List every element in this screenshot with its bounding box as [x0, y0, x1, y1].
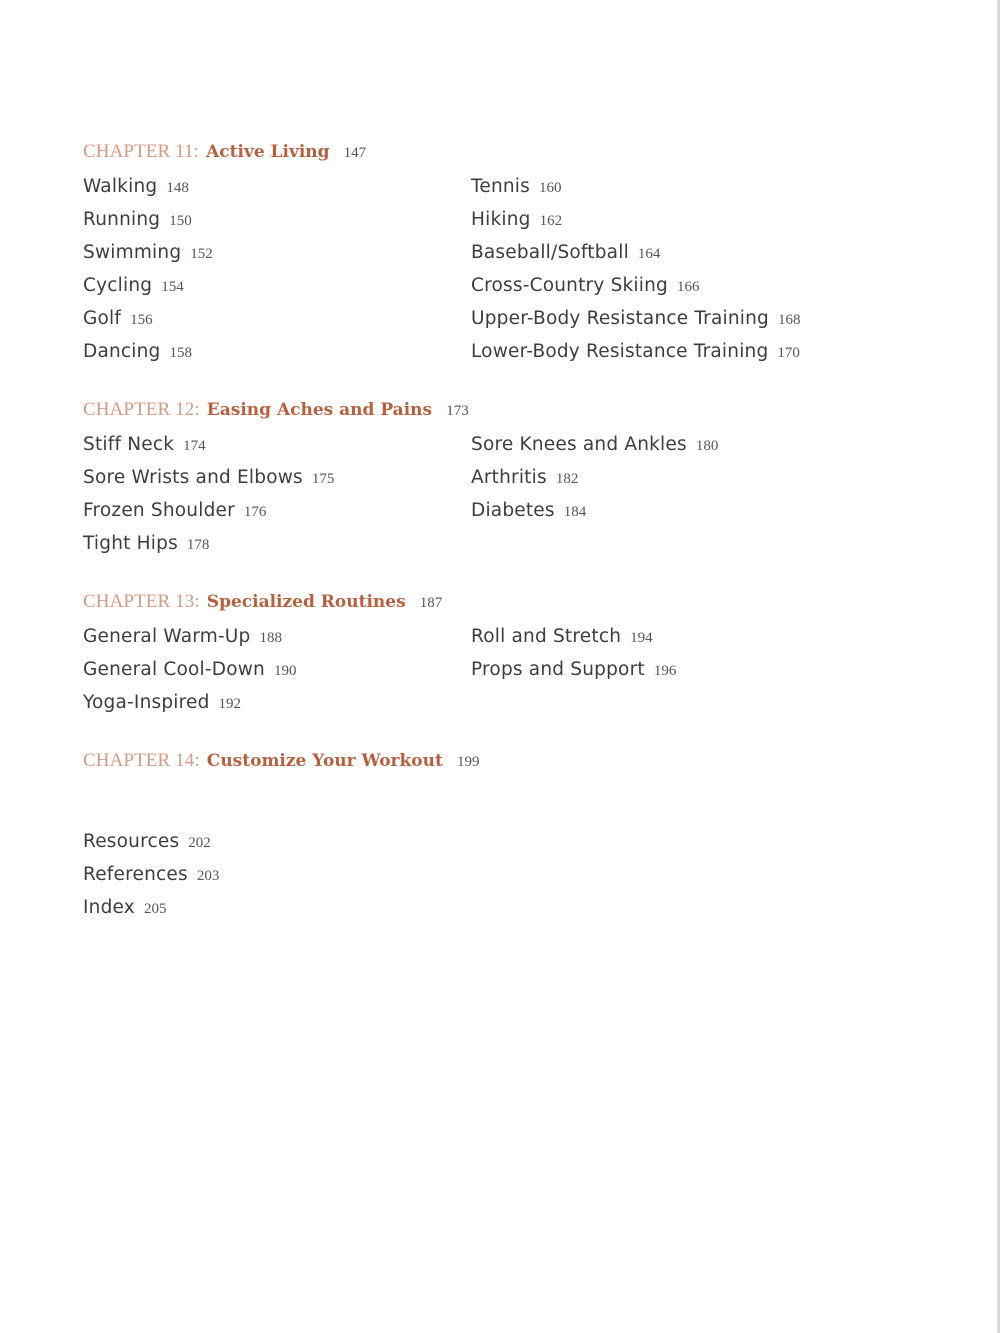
chapter-heading[interactable]: [83, 137, 963, 170]
toc-entry[interactable]: [83, 494, 471, 527]
entry-page-number: 205: [143, 901, 167, 917]
toc-entry[interactable]: [83, 461, 471, 494]
entry-page-number: 170: [777, 345, 800, 361]
toc-entry[interactable]: [471, 302, 951, 335]
entry-page-number: 174: [183, 438, 206, 454]
left-column: [83, 170, 471, 368]
chapter-page-number: 187: [419, 595, 443, 611]
right-column: [471, 620, 951, 719]
entry-title: Swimming: [83, 242, 182, 263]
toc-entry[interactable]: [471, 428, 951, 461]
entry-page-number: 148: [166, 180, 189, 196]
toc-entry[interactable]: [83, 335, 471, 368]
toc-entry[interactable]: [471, 620, 951, 653]
entry-page-number: 168: [778, 312, 801, 328]
entry-title: Diabetes: [471, 500, 555, 521]
entry-page-number: 188: [259, 630, 282, 646]
entry-title: Arthritis: [471, 467, 547, 488]
toc-entry[interactable]: [471, 170, 951, 203]
right-column: [471, 428, 951, 560]
chapter-13: [83, 587, 963, 719]
chapter-heading[interactable]: [83, 746, 963, 779]
toc-entry[interactable]: [83, 891, 963, 924]
toc-entry[interactable]: [471, 203, 951, 236]
entry-page-number: 184: [563, 504, 587, 520]
entry-columns: [83, 170, 963, 368]
chapter-14: [83, 746, 963, 779]
chapter-title: Customize Your Workout: [206, 751, 443, 771]
entry-page-number: 154: [161, 279, 184, 295]
entry-columns: [83, 620, 963, 719]
toc-entry[interactable]: [83, 620, 471, 653]
entry-page-number: 182: [555, 471, 579, 487]
entry-title: Lower-Body Resistance Training: [471, 341, 769, 362]
entry-title: Stiff Neck: [83, 434, 175, 455]
entry-title: General Cool-Down: [83, 659, 265, 680]
toc-entry[interactable]: [83, 858, 963, 891]
left-column: [83, 428, 471, 560]
entry-title: General Warm-Up: [83, 626, 251, 647]
entry-title: Cross-Country Skiing: [471, 275, 668, 296]
entry-page-number: 203: [196, 868, 220, 884]
toc-entry[interactable]: [471, 335, 951, 368]
toc-entry[interactable]: [471, 461, 951, 494]
entry-page-number: 156: [130, 312, 153, 328]
toc-entry[interactable]: [471, 269, 951, 302]
toc-entry[interactable]: [83, 825, 963, 858]
entry-title: Cycling: [83, 275, 153, 296]
toc-entry[interactable]: [471, 653, 951, 686]
chapter-label: CHAPTER 13:: [83, 591, 200, 612]
entry-page-number: 166: [676, 279, 700, 295]
toc-entry[interactable]: [83, 236, 471, 269]
entry-page-number: 175: [311, 471, 335, 487]
entry-title: Roll and Stretch: [471, 626, 622, 647]
entry-title: Index: [83, 897, 135, 918]
entry-title: Walking: [83, 176, 158, 197]
chapter-heading[interactable]: [83, 587, 963, 620]
chapter-label: CHAPTER 12:: [83, 399, 200, 420]
entry-page-number: 162: [539, 213, 563, 229]
toc-entry[interactable]: [83, 653, 471, 686]
left-column: [83, 620, 471, 719]
entry-page-number: 176: [243, 504, 267, 520]
chapter-12: [83, 395, 963, 560]
entry-title: Frozen Shoulder: [83, 500, 235, 521]
toc-entry[interactable]: [471, 494, 951, 527]
entry-page-number: 158: [169, 345, 192, 361]
toc-entry[interactable]: [83, 527, 471, 560]
entry-title: Baseball/Softball: [471, 242, 629, 263]
chapter-page-number: 173: [446, 403, 469, 419]
toc-entry[interactable]: [83, 686, 471, 719]
entry-title: Dancing: [83, 341, 161, 362]
entry-title: Sore Wrists and Elbows: [83, 467, 303, 488]
entry-title: Yoga-Inspired: [83, 692, 210, 713]
entry-title: Golf: [83, 308, 122, 329]
entry-page-number: 202: [188, 835, 211, 851]
entry-title: Tight Hips: [83, 533, 178, 554]
entry-columns: [83, 428, 963, 560]
entry-title: Tennis: [471, 176, 530, 197]
chapter-page-number: 199: [456, 754, 480, 770]
chapter-title: Specialized Routines: [206, 592, 406, 612]
chapter-label: CHAPTER 11:: [83, 141, 199, 162]
entry-title: Props and Support: [471, 659, 645, 680]
entry-page-number: 150: [169, 213, 192, 229]
entry-page-number: 190: [273, 663, 297, 679]
chapter-11: [83, 137, 963, 368]
chapter-title: Easing Aches and Pains: [206, 400, 433, 420]
toc-entry[interactable]: [83, 170, 471, 203]
entry-page-number: 152: [190, 246, 213, 262]
entry-page-number: 196: [653, 663, 677, 679]
toc-entry[interactable]: [471, 236, 951, 269]
chapter-title: Active Living: [206, 142, 330, 162]
entry-title: Upper-Body Resistance Training: [471, 308, 769, 329]
entry-page-number: 180: [695, 438, 719, 454]
entry-title: Running: [83, 209, 161, 230]
entry-page-number: 160: [538, 180, 562, 196]
chapter-label: CHAPTER 14:: [83, 750, 200, 771]
table-of-contents: [83, 137, 963, 924]
entry-title: Hiking: [471, 209, 531, 230]
entry-title: References: [83, 864, 188, 885]
chapter-heading[interactable]: [83, 395, 963, 428]
right-column: [471, 170, 951, 368]
back-matter: [83, 825, 963, 924]
entry-page-number: 178: [186, 537, 210, 553]
entry-page-number: 194: [630, 630, 653, 646]
toc-entry[interactable]: [83, 269, 471, 302]
toc-entry[interactable]: [83, 203, 471, 236]
entry-title: Resources: [83, 831, 180, 852]
entry-title: Sore Knees and Ankles: [471, 434, 687, 455]
entry-page-number: 192: [218, 696, 242, 712]
chapter-page-number: 147: [343, 145, 367, 161]
toc-entry[interactable]: [83, 302, 471, 335]
toc-entry[interactable]: [83, 428, 471, 461]
entry-page-number: 164: [637, 246, 661, 262]
